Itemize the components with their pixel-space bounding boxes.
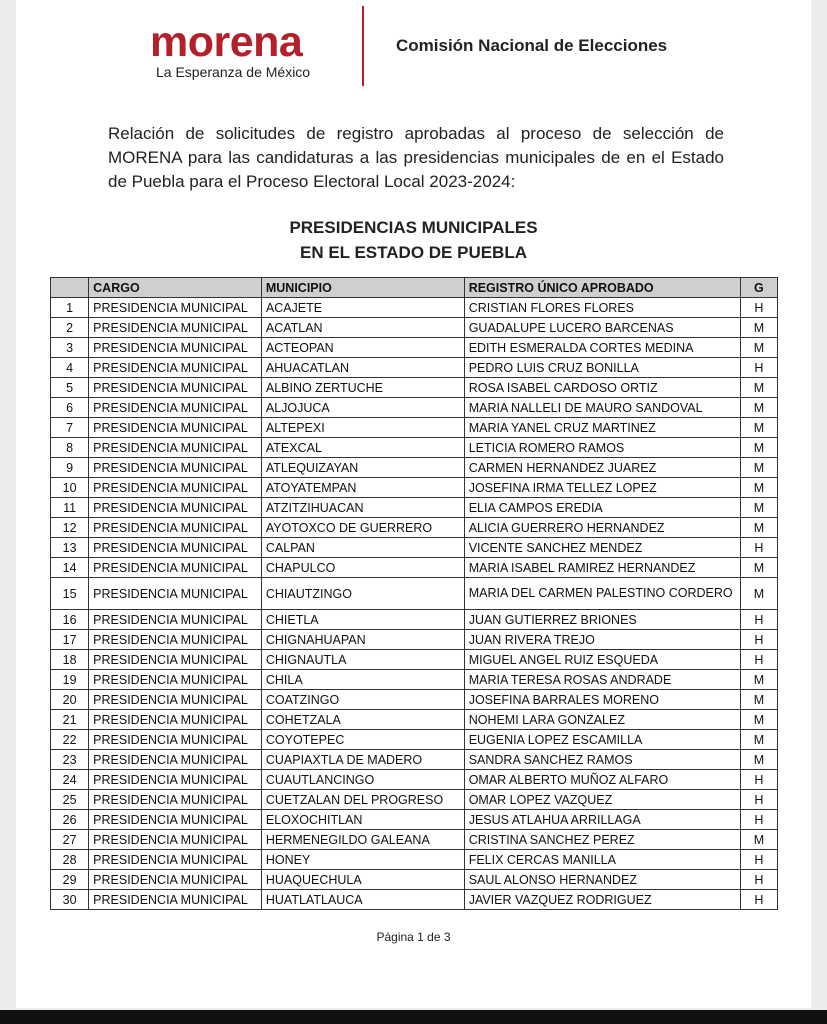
cargo-cell: PRESIDENCIA MUNICIPAL xyxy=(89,438,262,458)
municipio-cell: CUETZALAN DEL PROGRESO xyxy=(261,790,464,810)
table-header-row xyxy=(51,278,778,298)
municipio-cell: HONEY xyxy=(261,850,464,870)
table-row xyxy=(51,538,778,558)
table-row xyxy=(51,378,778,398)
cargo-cell: PRESIDENCIA MUNICIPAL xyxy=(89,318,262,338)
registro-cell: JOSEFINA IRMA TELLEZ LOPEZ xyxy=(464,478,740,498)
municipio-cell: HUAQUECHULA xyxy=(261,870,464,890)
registro-cell: JESUS ATLAHUA ARRILLAGA xyxy=(464,810,740,830)
cargo-cell: PRESIDENCIA MUNICIPAL xyxy=(89,890,262,910)
cargo-cell: PRESIDENCIA MUNICIPAL xyxy=(89,730,262,750)
table-row xyxy=(51,670,778,690)
registro-cell: JUAN RIVERA TREJO xyxy=(464,630,740,650)
row-number: 19 xyxy=(51,670,89,690)
column-header-number xyxy=(51,278,89,298)
row-number: 30 xyxy=(51,890,89,910)
cargo-cell: PRESIDENCIA MUNICIPAL xyxy=(89,650,262,670)
cargo-cell: PRESIDENCIA MUNICIPAL xyxy=(89,338,262,358)
gender-cell: M xyxy=(740,418,777,438)
gender-cell: M xyxy=(740,478,777,498)
table-row xyxy=(51,870,778,890)
table-row xyxy=(51,418,778,438)
gender-cell: H xyxy=(740,770,777,790)
table-row xyxy=(51,610,778,630)
cargo-cell: PRESIDENCIA MUNICIPAL xyxy=(89,398,262,418)
gender-cell: M xyxy=(740,458,777,478)
gender-cell: M xyxy=(740,730,777,750)
row-number: 1 xyxy=(51,298,89,318)
gender-cell: H xyxy=(740,630,777,650)
row-number: 28 xyxy=(51,850,89,870)
table-row xyxy=(51,338,778,358)
row-number: 16 xyxy=(51,610,89,630)
registro-cell: MARIA YANEL CRUZ MARTINEZ xyxy=(464,418,740,438)
cargo-cell: PRESIDENCIA MUNICIPAL xyxy=(89,710,262,730)
cargo-cell: PRESIDENCIA MUNICIPAL xyxy=(89,538,262,558)
gender-cell: M xyxy=(740,498,777,518)
cargo-cell: PRESIDENCIA MUNICIPAL xyxy=(89,670,262,690)
municipio-cell: CHIETLA xyxy=(261,610,464,630)
gender-cell: M xyxy=(740,830,777,850)
registro-cell: GUADALUPE LUCERO BARCENAS xyxy=(464,318,740,338)
cargo-cell: PRESIDENCIA MUNICIPAL xyxy=(89,378,262,398)
table-row xyxy=(51,298,778,318)
table-row xyxy=(51,438,778,458)
table-row xyxy=(51,478,778,498)
row-number: 17 xyxy=(51,630,89,650)
column-header-municipio: MUNICIPIO xyxy=(261,278,464,298)
row-number: 2 xyxy=(51,318,89,338)
gender-cell: M xyxy=(740,318,777,338)
row-number: 5 xyxy=(51,378,89,398)
municipio-cell: CHIGNAUTLA xyxy=(261,650,464,670)
gender-cell: H xyxy=(740,610,777,630)
gender-cell: M xyxy=(740,690,777,710)
row-number: 24 xyxy=(51,770,89,790)
column-header-gender: G xyxy=(740,278,777,298)
registro-cell: VICENTE SANCHEZ MENDEZ xyxy=(464,538,740,558)
cargo-cell: PRESIDENCIA MUNICIPAL xyxy=(89,358,262,378)
municipio-cell: ATLEQUIZAYAN xyxy=(261,458,464,478)
gender-cell: M xyxy=(740,518,777,538)
row-number: 20 xyxy=(51,690,89,710)
gender-cell: H xyxy=(740,850,777,870)
registro-cell: OMAR LOPEZ VAZQUEZ xyxy=(464,790,740,810)
registro-cell: CARMEN HERNANDEZ JUAREZ xyxy=(464,458,740,478)
gender-cell: M xyxy=(740,670,777,690)
municipio-cell: ACAJETE xyxy=(261,298,464,318)
cargo-cell: PRESIDENCIA MUNICIPAL xyxy=(89,478,262,498)
table-row xyxy=(51,790,778,810)
row-number: 26 xyxy=(51,810,89,830)
registro-cell: EDITH ESMERALDA CORTES MEDINA xyxy=(464,338,740,358)
registro-cell: NOHEMI LARA GONZALEZ xyxy=(464,710,740,730)
municipio-cell: ALTEPEXI xyxy=(261,418,464,438)
gender-cell: H xyxy=(740,650,777,670)
gender-cell: M xyxy=(740,398,777,418)
registro-cell: MARIA ISABEL RAMIREZ HERNANDEZ xyxy=(464,558,740,578)
municipio-cell: CHIGNAHUAPAN xyxy=(261,630,464,650)
gender-cell: H xyxy=(740,890,777,910)
gender-cell: H xyxy=(740,358,777,378)
municipio-cell: AHUACATLAN xyxy=(261,358,464,378)
cargo-cell: PRESIDENCIA MUNICIPAL xyxy=(89,870,262,890)
commission-name: Comisión Nacional de Elecciones xyxy=(396,36,668,55)
table-row xyxy=(51,358,778,378)
gender-cell: M xyxy=(740,710,777,730)
municipio-cell: ACATLAN xyxy=(261,318,464,338)
table-heading-line-1: PRESIDENCIAS MUNICIPALES xyxy=(289,218,538,237)
gender-cell: M xyxy=(740,558,777,578)
row-number: 27 xyxy=(51,830,89,850)
municipio-cell: HUATLATLAUCA xyxy=(261,890,464,910)
cargo-cell: PRESIDENCIA MUNICIPAL xyxy=(89,418,262,438)
cargo-cell: PRESIDENCIA MUNICIPAL xyxy=(89,790,262,810)
registro-cell: FELIX CERCAS MANILLA xyxy=(464,850,740,870)
registro-cell: ROSA ISABEL CARDOSO ORTIZ xyxy=(464,378,740,398)
column-header-cargo: CARGO xyxy=(89,278,262,298)
logo-wordmark: morena xyxy=(150,18,303,66)
column-header-registro: REGISTRO ÚNICO APROBADO xyxy=(464,278,740,298)
cargo-cell: PRESIDENCIA MUNICIPAL xyxy=(89,630,262,650)
gender-cell: M xyxy=(740,438,777,458)
table-row xyxy=(51,578,778,610)
gender-cell: M xyxy=(740,378,777,398)
document-page xyxy=(16,0,811,1008)
municipio-cell: ATOYATEMPAN xyxy=(261,478,464,498)
row-number: 25 xyxy=(51,790,89,810)
municipio-cell: COYOTEPEC xyxy=(261,730,464,750)
gender-cell: M xyxy=(740,750,777,770)
gender-cell: H xyxy=(740,870,777,890)
registro-cell: CRISTIAN FLORES FLORES xyxy=(464,298,740,318)
cargo-cell: PRESIDENCIA MUNICIPAL xyxy=(89,298,262,318)
morena-logo xyxy=(150,20,350,80)
cargo-cell: PRESIDENCIA MUNICIPAL xyxy=(89,498,262,518)
row-number: 11 xyxy=(51,498,89,518)
cargo-cell: PRESIDENCIA MUNICIPAL xyxy=(89,770,262,790)
table-row xyxy=(51,318,778,338)
intro-paragraph: Relación de solicitudes de registro aprobadas al proceso de selección de MORENA para las candidaturas a las presidencias municipales de en el Estado de Puebla para el Proceso Electoral Local 2023-2024: xyxy=(108,124,724,191)
row-number: 7 xyxy=(51,418,89,438)
table-row xyxy=(51,398,778,418)
table-row xyxy=(51,810,778,830)
municipio-cell: CUAPIAXTLA DE MADERO xyxy=(261,750,464,770)
table-row xyxy=(51,650,778,670)
municipio-cell: CALPAN xyxy=(261,538,464,558)
table-row xyxy=(51,558,778,578)
table-row xyxy=(51,690,778,710)
cargo-cell: PRESIDENCIA MUNICIPAL xyxy=(89,850,262,870)
header-divider xyxy=(362,6,364,86)
row-number: 22 xyxy=(51,730,89,750)
registro-cell: CRISTINA SANCHEZ PEREZ xyxy=(464,830,740,850)
registro-cell: MARIA TERESA ROSAS ANDRADE xyxy=(464,670,740,690)
logo-tagline: La Esperanza de México xyxy=(156,64,311,80)
registro-cell: MARIA DEL CARMEN PALESTINO CORDERO xyxy=(464,578,740,610)
table-row xyxy=(51,830,778,850)
table-body xyxy=(51,298,778,910)
table-row xyxy=(51,850,778,870)
municipio-cell: HERMENEGILDO GALEANA xyxy=(261,830,464,850)
municipio-cell: CHILA xyxy=(261,670,464,690)
registro-cell: LETICIA ROMERO RAMOS xyxy=(464,438,740,458)
screen-bottom-bar xyxy=(0,1010,827,1024)
table-heading-line-2: EN EL ESTADO DE PUEBLA xyxy=(299,243,527,262)
registro-cell: EUGENIA LOPEZ ESCAMILLA xyxy=(464,730,740,750)
row-number: 10 xyxy=(51,478,89,498)
municipio-cell: COHETZALA xyxy=(261,710,464,730)
registro-cell: PEDRO LUIS CRUZ BONILLA xyxy=(464,358,740,378)
row-number: 8 xyxy=(51,438,89,458)
municipio-cell: ALJOJUCA xyxy=(261,398,464,418)
cargo-cell: PRESIDENCIA MUNICIPAL xyxy=(89,518,262,538)
cargo-cell: PRESIDENCIA MUNICIPAL xyxy=(89,558,262,578)
row-number: 29 xyxy=(51,870,89,890)
cargo-cell: PRESIDENCIA MUNICIPAL xyxy=(89,750,262,770)
gender-cell: H xyxy=(740,810,777,830)
municipio-cell: ELOXOCHITLAN xyxy=(261,810,464,830)
row-number: 13 xyxy=(51,538,89,558)
registro-cell: ALICIA GUERRERO HERNANDEZ xyxy=(464,518,740,538)
registro-cell: MARIA NALLELI DE MAURO SANDOVAL xyxy=(464,398,740,418)
municipio-cell: COATZINGO xyxy=(261,690,464,710)
table-row xyxy=(51,630,778,650)
registro-cell: MIGUEL ANGEL RUIZ ESQUEDA xyxy=(464,650,740,670)
row-number: 12 xyxy=(51,518,89,538)
row-number: 4 xyxy=(51,358,89,378)
cargo-cell: PRESIDENCIA MUNICIPAL xyxy=(89,810,262,830)
registro-cell: OMAR ALBERTO MUÑOZ ALFARO xyxy=(464,770,740,790)
registro-cell: JAVIER VAZQUEZ RODRIGUEZ xyxy=(464,890,740,910)
municipio-cell: ALBINO ZERTUCHE xyxy=(261,378,464,398)
municipio-cell: CHAPULCO xyxy=(261,558,464,578)
cargo-cell: PRESIDENCIA MUNICIPAL xyxy=(89,610,262,630)
row-number: 6 xyxy=(51,398,89,418)
row-number: 21 xyxy=(51,710,89,730)
gender-cell: M xyxy=(740,338,777,358)
cargo-cell: PRESIDENCIA MUNICIPAL xyxy=(89,458,262,478)
row-number: 23 xyxy=(51,750,89,770)
row-number: 15 xyxy=(51,578,89,610)
gender-cell: H xyxy=(740,790,777,810)
table-row xyxy=(51,518,778,538)
gender-cell: H xyxy=(740,538,777,558)
registro-cell: ELIA CAMPOS EREDIA xyxy=(464,498,740,518)
table-row xyxy=(51,770,778,790)
municipio-cell: ATEXCAL xyxy=(261,438,464,458)
cargo-cell: PRESIDENCIA MUNICIPAL xyxy=(89,690,262,710)
row-number: 14 xyxy=(51,558,89,578)
table-row xyxy=(51,498,778,518)
table-row xyxy=(51,730,778,750)
gender-cell: M xyxy=(740,578,777,610)
registro-cell: JUAN GUTIERREZ BRIONES xyxy=(464,610,740,630)
table-row xyxy=(51,458,778,478)
row-number: 18 xyxy=(51,650,89,670)
row-number: 9 xyxy=(51,458,89,478)
municipio-cell: CHIAUTZINGO xyxy=(261,578,464,610)
cargo-cell: PRESIDENCIA MUNICIPAL xyxy=(89,578,262,610)
registro-cell: JOSEFINA BARRALES MORENO xyxy=(464,690,740,710)
municipio-cell: CUAUTLANCINGO xyxy=(261,770,464,790)
row-number: 3 xyxy=(51,338,89,358)
municipio-cell: ACTEOPAN xyxy=(261,338,464,358)
page-number: Página 1 de 3 xyxy=(376,930,451,944)
municipio-cell: AYOTOXCO DE GUERRERO xyxy=(261,518,464,538)
table-row xyxy=(51,890,778,910)
municipio-cell: ATZITZIHUACAN xyxy=(261,498,464,518)
gender-cell: H xyxy=(740,298,777,318)
table-row xyxy=(51,750,778,770)
candidates-table xyxy=(50,277,778,910)
registro-cell: SAUL ALONSO HERNANDEZ xyxy=(464,870,740,890)
cargo-cell: PRESIDENCIA MUNICIPAL xyxy=(89,830,262,850)
registro-cell: SANDRA SANCHEZ RAMOS xyxy=(464,750,740,770)
table-row xyxy=(51,710,778,730)
